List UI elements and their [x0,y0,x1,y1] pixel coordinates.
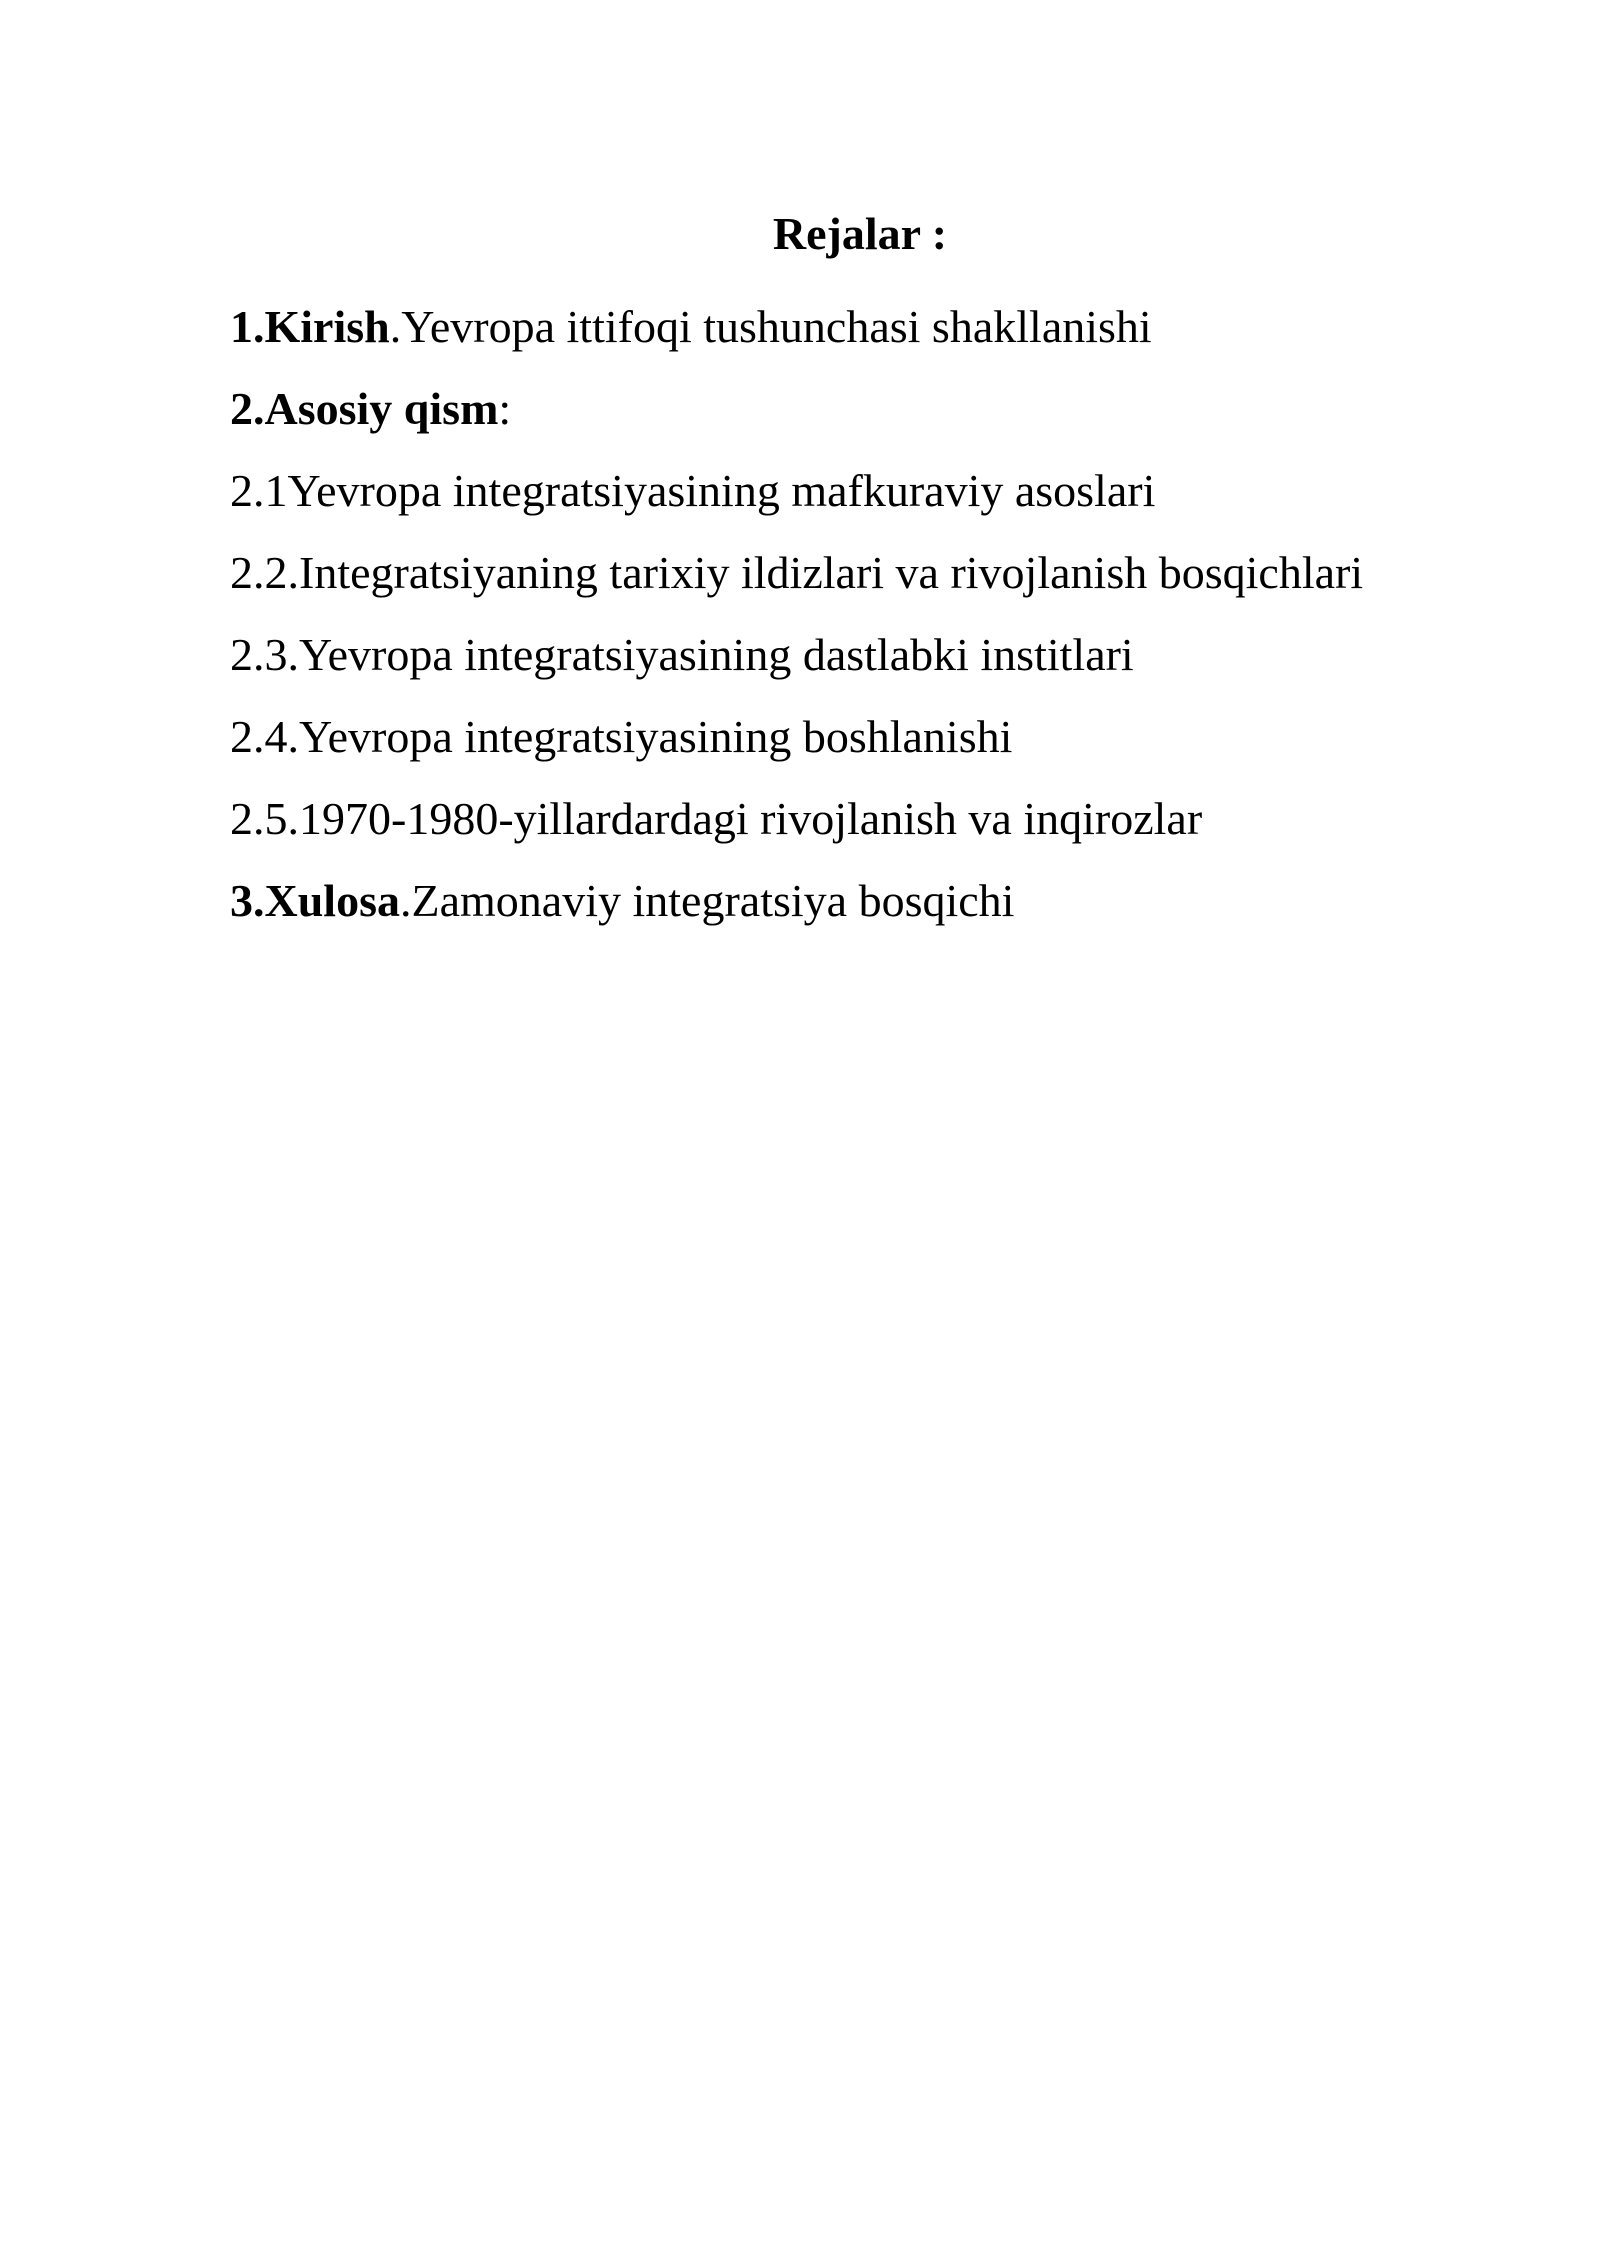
plan-item-text: .Zamonaviy integratsiya bosqichi [399,875,1015,926]
page-title: Rejalar : [772,208,948,259]
plan-list [230,286,1363,942]
plan-item-text: : [498,383,512,434]
plan-subitem-2-3: 2.3.Yevropa integratsiyasining dastlabki institlari [230,629,1134,680]
plan-item-conclusion [230,860,1363,942]
plan-item-label: 2.Asosiy qism [230,383,499,434]
plan-subitem-2-1: 2.1Yevropa integratsiyasining mafkuraviy asoslari [230,465,1156,516]
plan-item-label: 3.Xulosa [230,875,400,926]
plan-subitem-2-4: 2.4.Yevropa integratsiyasining boshlanishi [230,711,1013,762]
plan-subitem-2-5: 2.5.1970-1980-yillardardagi rivojlanish va inqirozlar [230,793,1203,844]
plan-item-main-part [230,368,1363,450]
plan-item-introduction [230,286,1363,368]
plan-subitem-2-2: 2.2.Integratsiyaning tarixiy ildizlari va rivojlanish bosqichlari [230,547,1364,598]
plan-item-label: 1.Kirish [230,301,390,352]
plan-item-text: .Yevropa ittifoqi tushunchasi shakllanishi [389,301,1152,352]
